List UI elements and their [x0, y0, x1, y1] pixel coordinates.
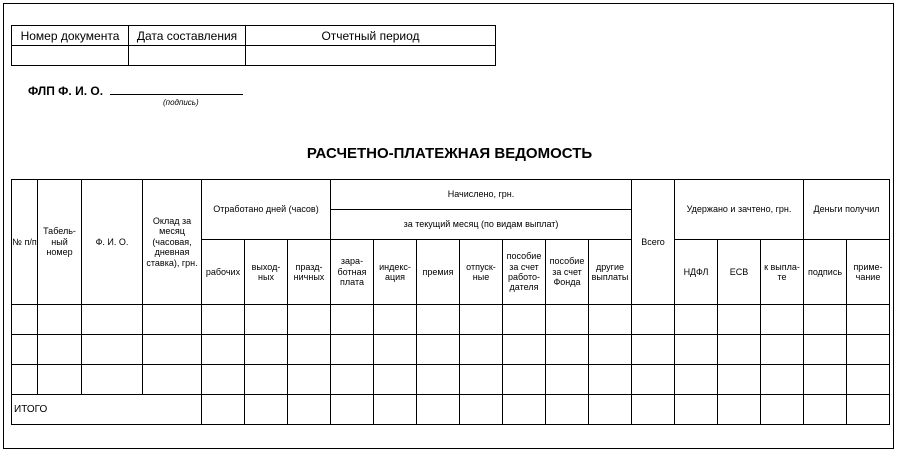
table-cell[interactable] [460, 305, 503, 335]
col-number-header: № п/п [12, 180, 38, 305]
table-cell[interactable] [589, 395, 632, 425]
table-cell[interactable] [38, 335, 82, 365]
document-info-table [11, 25, 496, 66]
money-received-group-header: Деньги получил [804, 180, 890, 240]
col-to-pay-header: к выпла-те [761, 240, 804, 305]
col-wage-header: зара-ботная плата [331, 240, 374, 305]
table-cell[interactable] [546, 305, 589, 335]
table-cell[interactable] [38, 305, 82, 335]
col-bonus-header: премия [417, 240, 460, 305]
table-cell[interactable] [82, 365, 143, 395]
report-period-cell[interactable] [246, 46, 496, 66]
report-period-header: Отчетный период [246, 26, 496, 46]
col-employer-benefit-header: пособие за счет работо-дателя [503, 240, 546, 305]
table-cell[interactable] [245, 365, 288, 395]
col-salary-header: Оклад за месяц (часовая, дневная ставка), грн. [143, 180, 202, 305]
total-row [12, 395, 890, 425]
document-number-header: Номер документа [12, 26, 129, 46]
col-esv-header: ЕСВ [718, 240, 761, 305]
table-cell[interactable] [589, 305, 632, 335]
table-row [12, 335, 890, 365]
table-cell[interactable] [718, 395, 761, 425]
table-cell[interactable] [589, 365, 632, 395]
table-cell[interactable] [546, 395, 589, 425]
col-vacation-header: отпуск-ные [460, 240, 503, 305]
payroll-table [11, 179, 890, 425]
table-cell[interactable] [675, 365, 718, 395]
col-holidays-header: празд-ничных [288, 240, 331, 305]
table-cell[interactable] [546, 335, 589, 365]
table-header-row [12, 180, 890, 210]
table-cell[interactable] [12, 365, 38, 395]
table-cell[interactable] [761, 395, 804, 425]
table-cell[interactable] [331, 395, 374, 425]
col-note-header: приме-чание [847, 240, 890, 305]
table-cell[interactable] [460, 335, 503, 365]
table-cell[interactable] [632, 395, 675, 425]
table-cell[interactable] [503, 395, 546, 425]
table-cell[interactable] [632, 305, 675, 335]
table-cell[interactable] [718, 305, 761, 335]
table-cell[interactable] [417, 305, 460, 335]
table-cell[interactable] [143, 305, 202, 335]
table-cell[interactable] [503, 365, 546, 395]
table-cell[interactable] [143, 335, 202, 365]
col-fio-header: Ф. И. О. [82, 180, 143, 305]
table-cell[interactable] [847, 335, 890, 365]
table-cell[interactable] [374, 305, 417, 335]
table-cell[interactable] [374, 335, 417, 365]
table-cell[interactable] [675, 395, 718, 425]
table-cell[interactable] [761, 305, 804, 335]
table-cell[interactable] [288, 395, 331, 425]
col-total-header: Всего [632, 180, 675, 305]
table-cell[interactable] [374, 395, 417, 425]
table-cell[interactable] [331, 305, 374, 335]
table-cell[interactable] [847, 395, 890, 425]
table-cell[interactable] [417, 365, 460, 395]
document-title: РАСЧЕТНО-ПЛАТЕЖНАЯ ВЕДОМОСТЬ [306, 145, 593, 162]
current-month-subgroup-header: за текущий месяц (по видам выплат) [331, 210, 632, 240]
table-cell[interactable] [202, 365, 245, 395]
document-number-cell[interactable] [12, 46, 129, 66]
table-cell[interactable] [718, 365, 761, 395]
table-cell[interactable] [804, 395, 847, 425]
compile-date-cell[interactable] [129, 46, 246, 66]
table-cell[interactable] [675, 335, 718, 365]
table-cell[interactable] [202, 335, 245, 365]
table-row [12, 305, 890, 335]
col-signature-header: подпись [804, 240, 847, 305]
col-workdays-header: рабочих [202, 240, 245, 305]
table-cell[interactable] [288, 305, 331, 335]
table-cell[interactable] [761, 365, 804, 395]
col-tab-number-header: Табель-ный номер [38, 180, 82, 305]
table-cell[interactable] [804, 365, 847, 395]
table-cell[interactable] [374, 365, 417, 395]
document-info-header-row [12, 26, 496, 46]
compile-date-header: Дата составления [129, 26, 246, 46]
table-cell[interactable] [804, 335, 847, 365]
table-cell[interactable] [202, 305, 245, 335]
table-cell[interactable] [38, 365, 82, 395]
col-fund-benefit-header: пособие за счет Фонда [546, 240, 589, 305]
table-cell[interactable] [331, 335, 374, 365]
table-cell[interactable] [546, 365, 589, 395]
accrued-group-header: Начислено, грн. [331, 180, 632, 210]
total-label: ИТОГО [12, 395, 202, 425]
table-cell[interactable] [503, 305, 546, 335]
table-cell[interactable] [82, 335, 143, 365]
table-cell[interactable] [288, 335, 331, 365]
table-cell[interactable] [12, 335, 38, 365]
table-cell[interactable] [804, 305, 847, 335]
signature-line [28, 84, 243, 98]
table-cell[interactable] [460, 395, 503, 425]
table-cell[interactable] [245, 395, 288, 425]
signature-field[interactable] [110, 84, 243, 95]
table-cell[interactable] [288, 365, 331, 395]
table-cell[interactable] [202, 395, 245, 425]
table-cell[interactable] [331, 365, 374, 395]
col-weekends-header: выход-ных [245, 240, 288, 305]
table-cell[interactable] [82, 305, 143, 335]
table-cell[interactable] [245, 335, 288, 365]
document-info-value-row [12, 46, 496, 66]
table-cell[interactable] [143, 365, 202, 395]
table-cell[interactable] [761, 335, 804, 365]
table-cell[interactable] [417, 395, 460, 425]
col-ndfl-header: НДФЛ [675, 240, 718, 305]
table-cell[interactable] [417, 335, 460, 365]
table-cell[interactable] [245, 305, 288, 335]
signature-label: ФЛП Ф. И. О. [28, 84, 104, 98]
worked-days-group-header: Отработано дней (часов) [202, 180, 331, 240]
table-cell[interactable] [632, 365, 675, 395]
table-cell[interactable] [460, 365, 503, 395]
signature-caption: (подпись) [163, 98, 199, 107]
table-cell[interactable] [675, 305, 718, 335]
table-row [12, 365, 890, 395]
table-cell[interactable] [632, 335, 675, 365]
col-other-payments-header: другие выплаты [589, 240, 632, 305]
table-cell[interactable] [847, 305, 890, 335]
table-cell[interactable] [12, 305, 38, 335]
table-cell[interactable] [589, 335, 632, 365]
table-cell[interactable] [847, 365, 890, 395]
table-cell[interactable] [718, 335, 761, 365]
withheld-group-header: Удержано и зачтено, грн. [675, 180, 804, 240]
table-cell[interactable] [503, 335, 546, 365]
col-indexation-header: индекс-ация [374, 240, 417, 305]
